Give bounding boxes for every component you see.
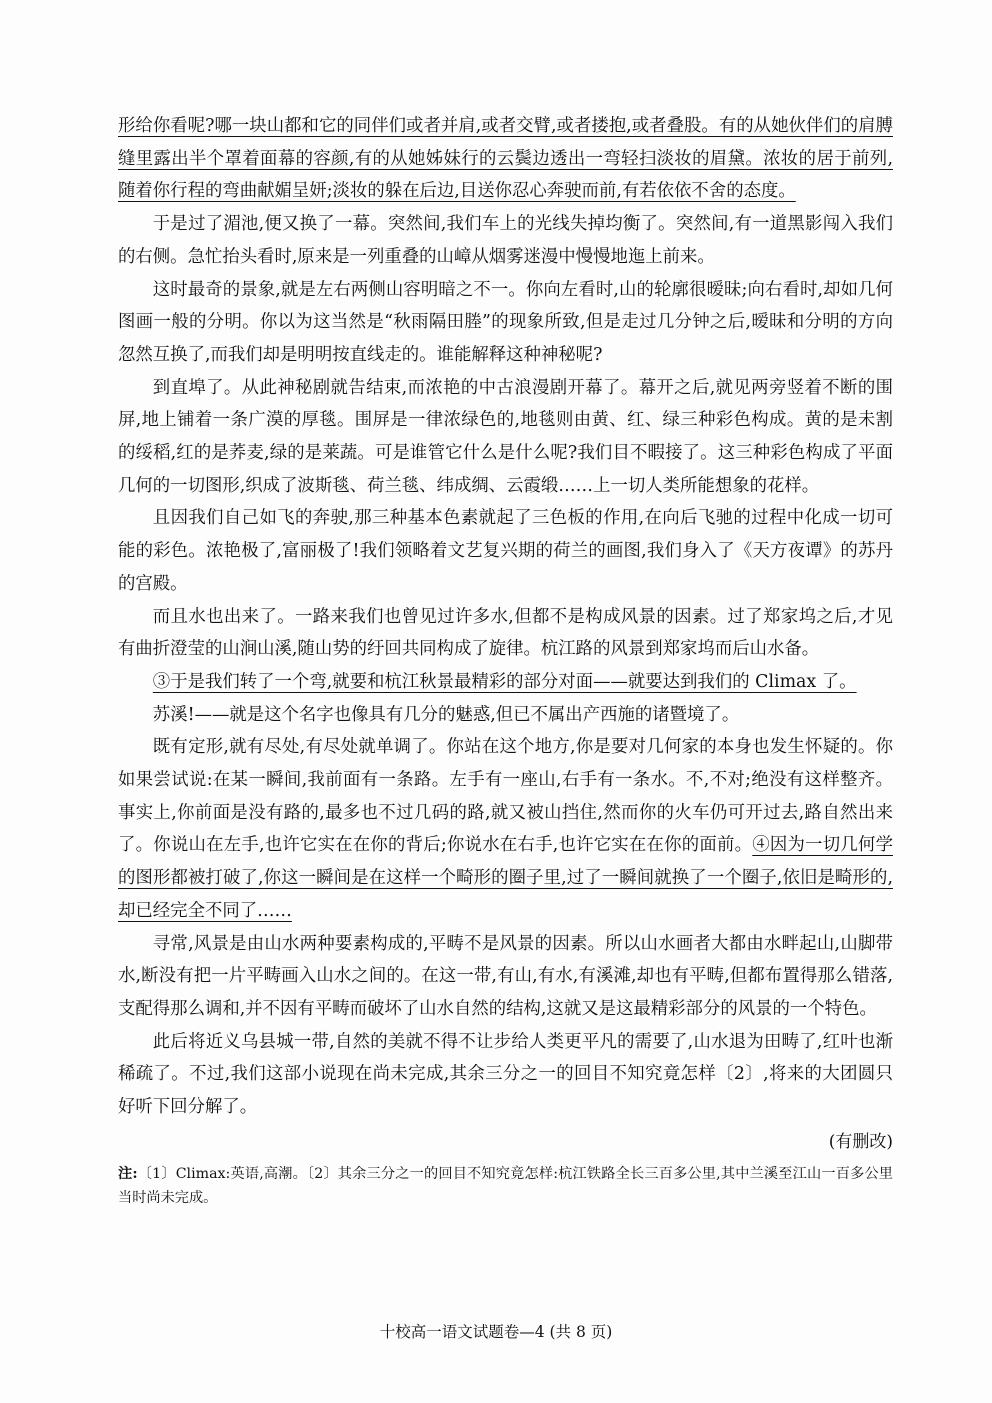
abridged-note: (有删改) [828, 1131, 893, 1152]
page-footer: 十校高一语文试题卷—4 (共 8 页) [379, 1323, 613, 1341]
paragraph-p3 [118, 274, 893, 372]
passage-text: 而且水也出来了。一路来我们也曾见过许多水,但都不是构成风景的因素。过了郑家坞之后,才见有曲折澄莹的山涧山溪,随山势的纡回共同构成了旋律。杭江路的风景到郑家坞而后山水备。 [118, 606, 893, 660]
passage-text: 且因我们自己如飞的奔驶,那三种基本色素就起了三色板的作用,在向后飞驰的过程中化成一切可能的彩色。浓艳极了,富丽极了!我们领略着文艺复兴期的荷兰的画图,我们身入了《天方夜谭》的苏丹的宫殿。 [118, 508, 893, 594]
article-body [118, 110, 893, 1210]
passage-text: 于是过了湄池,便又换了一幕。突然间,我们车上的光线失掉均衡了。突然间,有一道黑影闯入我们的右侧。急忙抬头看时,原来是一列重叠的山嶂从烟雾迷漫中慢慢地迤上前来。 [118, 214, 893, 267]
paragraph-p11 [118, 1026, 893, 1124]
paragraph-p5 [118, 502, 893, 600]
paragraph-p8 [118, 699, 893, 732]
paragraph-p7 [118, 666, 893, 699]
underlined-passage: ④因为一切几何学的图形都被打破了,你这一瞬间是在这样一个畸形的圈子里,过了一瞬间就换了一个圈子,依旧是畸形的,却已经完全不同了…… [118, 835, 893, 921]
paragraph-p6 [118, 601, 893, 666]
passage-text: 到直埠了。从此神秘剧就告结束,而浓艳的中古浪漫剧开幕了。幕开之后,就见两旁竖着不断的围屏,地上铺着一条广漠的厚毯。围屏是一律浓绿色的,地毯则由黄、红、绿三种彩色构成。黄的是未割的绥稻,红的是荞麦,绿的是莱蔬。可是谁管它什么是什么呢?我们目不暇接了。这三种彩色构成了平面几何的一切图形,织成了波斯毯、荷兰毯、纬成绸、云霞缎……上一切人类所能想象的花样。 [118, 377, 893, 496]
paragraph-p2 [118, 208, 893, 273]
footnotes-label: 注: [118, 1165, 138, 1182]
passage-text: 这时最奇的景象,就是左右两侧山容明暗之不一。你向左看时,山的轮廓很暧昧;向右看时,却如几何图画一般的分明。你以为这当然是“秋雨隔田塍”的现象所致,但是走过几分钟之后,暧昧和分明的方向忽然互换了,而我们却是明明按直线走的。谁能解释这种神秘呢? [118, 279, 893, 365]
passage-text: 寻常,风景是由山水两种要素构成的,平畴不是风景的因素。所以山水画者大都由水畔起山,山脚带水,断没有把一片平畴画入山水之间的。在这一带,有山,有水,有溪滩,却也有平畴,但都布置得那么错落,支配得那么调和,并不因有平畴而破坏了山水自然的结构,这就又是这最精彩部分的风景的一个特色。 [118, 933, 893, 1019]
footnotes-text: 〔1〕Climax:英语,高潮。〔2〕其余三分之一的回目不知究竟怎样:杭江铁路全长三百多公里,其中兰溪至江山一百多公里当时尚未完成。 [118, 1165, 893, 1206]
passage-text: 既有定形,就有尽处,有尽处就单调了。你站在这个地方,你是要对几何家的本身也发生怀疑的。你如果尝试说:在某一瞬间,我前面有一条路。左手有一座山,右手有一条水。不,不对;绝没有这样整齐。事实上,你前面是没有路的,最多也不过几码的路,就又被山挡住,然而你的火车仍可开过去,路自然出来了。你说山在左手,也许它实在在你的背后;你说水在右手,也许它实在在你的面前。 [118, 737, 893, 856]
paragraph-p4 [118, 372, 893, 503]
underlined-passage: ③于是我们转了一个弯,就要和杭江秋景最精彩的部分对面——就要达到我们的 Climax 了。 [152, 671, 857, 692]
passage-text: 苏溪!——就是这个名字也像具有几分的魅惑,但已不属出产西施的诸暨境了。 [152, 704, 740, 725]
passage-text: 此后将近义乌县城一带,自然的美就不得不让步给人类更平凡的需要了,山水退为田畴了,红叶也渐稀疏了。不过,我们这部小说现在尚未完成,其余三分之一的回目不知究竟怎样〔2〕,将来的大团圆只好听下回分解了。 [118, 1031, 893, 1118]
underlined-passage: 形给你看呢?哪一块山都和它的同伴们或者并肩,或者交臂,或者搂抱,或者叠股。有的从她伙伴们的肩膊缝里露出半个罩着面幕的容颜,有的从她姊妹行的云鬓边透出一弯轻扫淡妆的眉黛。浓妆的居于前列,随着你行程的弯曲献媚呈妍;淡妆的躲在后边,目送你忍心奔驶而前,有若依依不舍的态度。 [118, 116, 893, 202]
paragraph-p1 [118, 110, 893, 208]
paragraph-p10 [118, 928, 893, 1026]
paragraph-p9 [118, 731, 893, 927]
footnotes [118, 1162, 893, 1210]
